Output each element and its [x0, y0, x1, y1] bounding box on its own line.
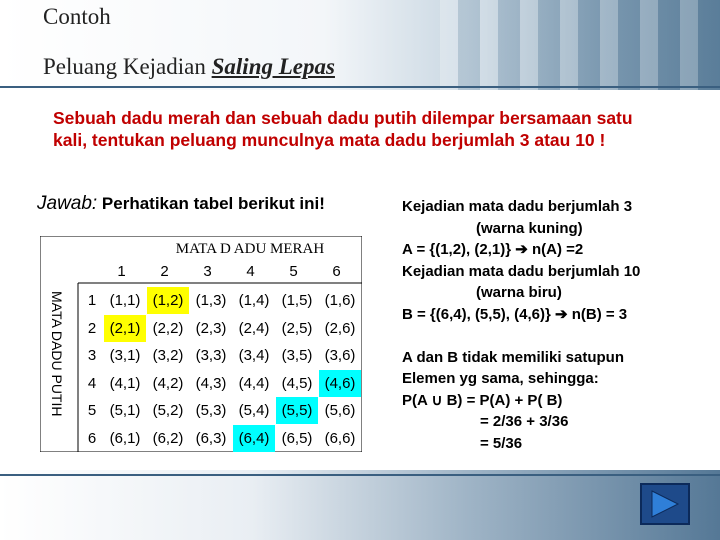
- table-cell: (5,2): [152, 402, 184, 419]
- footer-band: [0, 470, 720, 540]
- explanation-line: = 2/36 + 3/36: [480, 413, 569, 430]
- answer-text: Perhatikan tabel berikut ini!: [97, 194, 325, 213]
- table-cell: (3,5): [281, 347, 313, 364]
- footer-divider: [0, 474, 720, 476]
- table-cell: (2,2): [152, 319, 184, 337]
- next-slide-button[interactable]: [640, 483, 690, 525]
- answer-line: [37, 193, 325, 215]
- column-number: 2: [160, 263, 169, 280]
- table-cell: (6,1): [109, 429, 141, 447]
- explanation-line: (warna biru): [476, 284, 562, 301]
- table-cell: (4,5): [281, 374, 313, 392]
- explanation-line: (warna kuning): [476, 219, 583, 237]
- row-number: 1: [87, 292, 97, 309]
- table-cell: (1,2): [147, 287, 189, 314]
- table-cell: (2,1): [104, 315, 146, 342]
- column-header-title: MATA D ADU MERAH: [175, 241, 325, 257]
- table-cell: (5,6): [324, 402, 356, 419]
- table-cell: (5,1): [109, 402, 141, 419]
- row-header-title-box: [42, 291, 72, 451]
- table-cell: (1,5): [281, 292, 313, 309]
- table-cell: (1,1): [109, 292, 141, 309]
- table-cell: (1,6): [324, 292, 356, 309]
- explanation-line: A = {(1,2), (2,1)} ➔ n(A) =2: [402, 241, 584, 258]
- table-cell: (1,3): [195, 292, 227, 309]
- table-cell: (2,6): [324, 319, 356, 337]
- row-number: 4: [87, 374, 97, 392]
- play-forward-icon: [642, 485, 688, 523]
- table-cell: (6,2): [152, 429, 184, 447]
- table-cell: (4,1): [109, 374, 141, 392]
- table-cell: (4,6): [319, 370, 361, 397]
- slide-title: Contoh: [43, 4, 111, 29]
- slide-subtitle: [43, 54, 335, 80]
- table-cell: (5,5): [276, 397, 318, 424]
- explanation-line: A dan B tidak memiliki satupun: [402, 348, 624, 366]
- question-text: Sebuah dadu merah dan sebuah dadu putih dilempar bersamaan satu kali, tentukan peluang munculnya mata dadu berjumlah 3 atau 10 !: [53, 108, 633, 150]
- column-number: 5: [289, 263, 298, 280]
- table-cell: (3,6): [324, 347, 356, 364]
- row-number: 6: [87, 429, 97, 447]
- table-cell: (2,3): [195, 319, 227, 337]
- row-number: 3: [87, 347, 97, 364]
- table-cell: (4,3): [195, 374, 227, 392]
- subtitle-emphasis: Saling Lepas: [211, 54, 335, 79]
- table-cell: (6,5): [281, 429, 313, 447]
- table-cell: (6,6): [324, 429, 356, 447]
- explanation-line: B = {(6,4), (5,5), (4,6)} ➔ n(B) = 3: [402, 305, 628, 323]
- explanation-line: Elemen yg sama, sehingga:: [402, 370, 599, 387]
- table-cell: (2,5): [281, 319, 313, 337]
- answer-label: Jawab:: [37, 193, 98, 214]
- column-number: 1: [117, 263, 126, 280]
- column-number: 4: [246, 263, 255, 280]
- table-cell: (6,4): [233, 425, 275, 452]
- column-number: 6: [332, 263, 341, 280]
- table-cell: (5,4): [238, 402, 270, 419]
- column-number: 3: [203, 263, 212, 280]
- subtitle-prefix: Peluang Kejadian: [43, 54, 212, 79]
- table-cell: (4,2): [152, 374, 184, 392]
- table-cell: (3,4): [238, 347, 270, 364]
- explanation-line: = 5/36: [480, 434, 523, 452]
- table-cell: (6,3): [195, 429, 227, 447]
- table-cell: (2,4): [238, 319, 270, 337]
- table-cell: (3,3): [195, 347, 227, 364]
- table-cell: (3,2): [152, 347, 184, 364]
- table-cell: (4,4): [238, 374, 270, 392]
- row-number: 5: [87, 402, 97, 419]
- header-divider: [0, 86, 720, 88]
- explanation-line: P(A ∪ B) = P(A) + P( B): [402, 391, 563, 409]
- table-cell: (1,4): [238, 292, 270, 309]
- explanation-panel: [402, 196, 718, 454]
- header-stripes: [440, 0, 720, 90]
- explanation-line: [402, 325, 718, 347]
- row-header-title: MATA DADU PUTIH: [49, 291, 65, 417]
- explanation-line: Kejadian mata dadu berjumlah 3: [402, 198, 633, 215]
- table-cell: (5,3): [195, 402, 227, 419]
- explanation-line: Kejadian mata dadu berjumlah 10: [402, 262, 641, 280]
- table-cell: (3,1): [109, 347, 141, 364]
- row-number: 2: [87, 319, 97, 337]
